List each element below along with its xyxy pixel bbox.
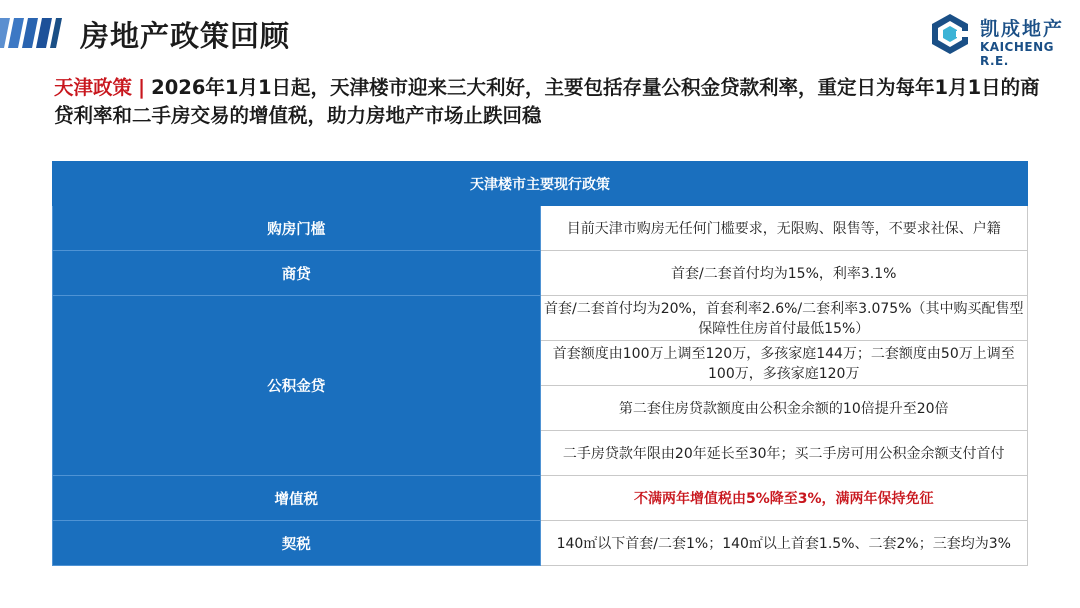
row-label-vat: 增值税 bbox=[53, 476, 541, 521]
row-value: 首套额度由100万上调至120万，多孩家庭144万；二套额度由50万上调至100万，多孩家庭120万 bbox=[540, 341, 1028, 386]
page-title: 房地产政策回顾 bbox=[80, 19, 291, 53]
table-row bbox=[53, 251, 1028, 296]
table-row bbox=[53, 296, 1028, 341]
logo-name-cn: 凯成地产 bbox=[980, 18, 1065, 40]
table-row bbox=[53, 476, 1028, 521]
intro-paragraph bbox=[54, 74, 1054, 130]
table-header: 天津楼市主要现行政策 bbox=[53, 162, 1028, 206]
intro-text: 2026年1月1日起，天津楼市迎来三大利好，主要包括存量公积金贷款利率，重定日为每年1月1日的商贷利率和二手房交易的增值税，助力房地产市场止跌回稳 bbox=[54, 76, 1040, 127]
row-value: 首套/二套首付均为20%，首套利率2.6%/二套利率3.075%（其中购买配售型保障性住房首付最低15%） bbox=[540, 296, 1028, 341]
row-value-highlight: 不满两年增值税由5%降至3%，满两年保持免征 bbox=[540, 476, 1028, 521]
table-row bbox=[53, 206, 1028, 251]
policy-table bbox=[52, 161, 1028, 566]
row-value: 140㎡以下首套/二套1%；140㎡以上首套1.5%、二套2%；三套均为3% bbox=[540, 521, 1028, 566]
row-label-deed-tax: 契税 bbox=[53, 521, 541, 566]
logo-name-en: KAICHENG R.E. bbox=[980, 40, 1054, 68]
intro-tag: 天津政策 bbox=[54, 76, 133, 99]
row-value: 第二套住房贷款额度由公积金余额的10倍提升至20倍 bbox=[540, 386, 1028, 431]
table-header-row bbox=[53, 162, 1028, 206]
row-label-purchase-threshold: 购房门槛 bbox=[53, 206, 541, 251]
row-value: 目前天津市购房无任何门槛要求，无限购、限售等，不要求社保、户籍 bbox=[540, 206, 1028, 251]
table-row bbox=[53, 521, 1028, 566]
row-value: 首套/二套首付均为15%，利率3.1% bbox=[540, 251, 1028, 296]
intro-separator: | bbox=[138, 76, 146, 99]
kaicheng-logo-icon bbox=[928, 12, 972, 56]
header-stripes-decoration bbox=[0, 18, 62, 48]
row-value: 二手房贷款年限由20年延长至30年；买二手房可用公积金余额支付首付 bbox=[540, 431, 1028, 476]
row-label-provident-fund-loan: 公积金贷 bbox=[53, 296, 541, 476]
company-logo bbox=[928, 12, 1068, 68]
row-label-commercial-loan: 商贷 bbox=[53, 251, 541, 296]
